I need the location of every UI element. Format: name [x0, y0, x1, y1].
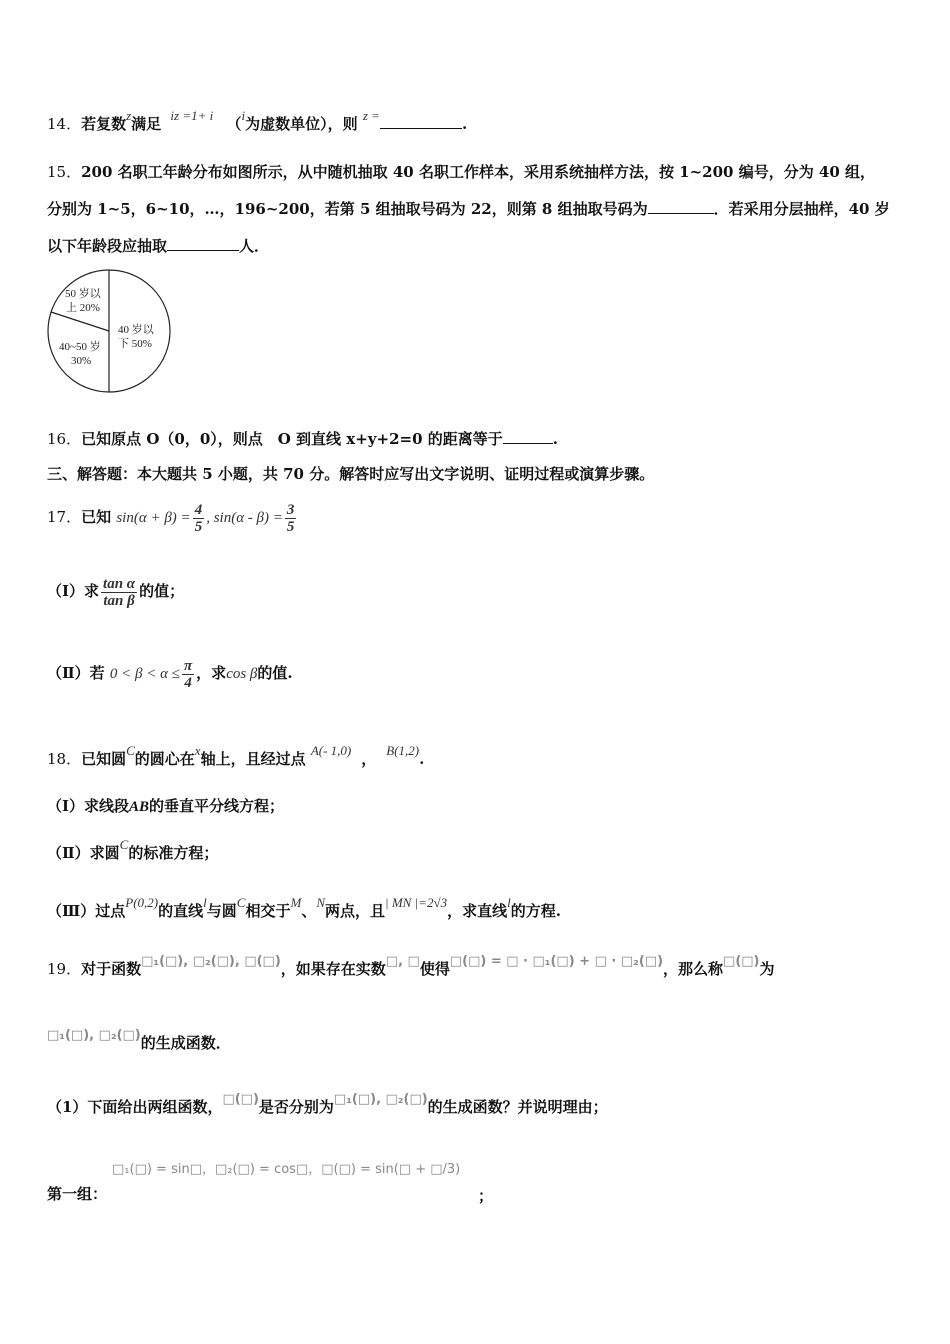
question-17-part-1: （Ⅰ）求 $\frac{\text{tan α}}{\text{tan β}}$ 的值；: [47, 575, 185, 609]
question-18-part-3: （Ⅲ）过点P(0,2)的直线l与圆C相交于M、N两点，且| MN |=2√3，求直线l的方程.: [47, 895, 561, 920]
question-15-line-1: 15．200 名职工年龄分布如图所示，从中随机抽取 40 名职工作样本，采用系统抽样方法，按 1~200 编号，分为 40 组，: [47, 163, 876, 181]
age-pie-chart: [44, 268, 176, 398]
question-number: 16．: [47, 430, 82, 448]
question-number: 18．: [47, 750, 82, 768]
question-18: 18．已知圆C的圆心在x轴上，且经过点 A(- 1,0) ， B(1,2).: [47, 743, 425, 768]
question-17-part-2: （Ⅱ）若 0 < β < α ≤ $\frac{\pi}{4}$ ，求cos β的值.: [47, 657, 293, 691]
question-18-part-1: （Ⅰ）求线段AB的垂直平分线方程；: [47, 797, 285, 815]
question-number: 15．: [47, 163, 82, 181]
question-16: 16．已知原点 O（0，0），则点 O 到直线 x+y+2=0 的距离等于 .: [47, 430, 558, 448]
question-number: 19．: [47, 960, 82, 978]
question-19-group-1-end: ；: [478, 1187, 494, 1205]
question-19-group-1-formula: □₁(□) = sin□，□₂(□) = cos□，□(□) = sin(□ + □/3): [112, 1162, 461, 1177]
question-19-line-2: □₁(□), □₂(□)的生成函数．: [47, 1028, 231, 1052]
slice-label-under-40: 40 岁以: [118, 324, 154, 336]
question-19-group-1: 第一组：: [47, 1185, 108, 1203]
slice-label-under-40-pct: 下 50%: [118, 338, 152, 350]
slice-label-50-plus-pct: 上 20%: [66, 302, 100, 314]
question-number: 17．: [47, 508, 82, 526]
question-15-line-3: 以下年龄段应抽取 人．: [47, 237, 270, 255]
question-14: 14．若复数z满足 iz =1+ i （i为虚数单位），则 z = .: [47, 108, 468, 133]
answer-blank[interactable]: [167, 236, 239, 251]
section-heading: 三、解答题：本大题共 5 小题，共 70 分。解答时应写出文字说明、证明过程或演算步骤。: [47, 465, 655, 483]
question-number: 14．: [47, 115, 82, 133]
answer-blank[interactable]: [648, 199, 714, 214]
question-19: 19．对于函数□₁(□), □₂(□), □(□)，如果存在实数□, □使得□(□) = □ · □₁(□) + □ · □₂(□)，那么称□(□)为: [47, 954, 775, 978]
slice-label-40-50: 40~50 岁: [59, 341, 101, 353]
question-17: 17．已知 sin(α + β) = $\frac{4}{5}$ , sin(α - β) = $\frac{3}{5}$: [47, 501, 295, 535]
question-15-line-2: 分别为 1~5，6~10，…，196~200，若第 5 组抽取号码为 22，则第 8 组抽取号码为 ．若采用分层抽样，40 岁: [47, 200, 890, 218]
answer-blank[interactable]: [503, 429, 553, 444]
slice-label-40-50-pct: 30%: [71, 355, 92, 367]
answer-blank[interactable]: [380, 114, 462, 129]
pie-slice-boundary: [51, 312, 109, 331]
question-19-part-1: （1）下面给出两组函数，□(□)是否分别为□₁(□), □₂(□)的生成函数？并说明理由；: [47, 1092, 608, 1116]
slice-label-50-plus: 50 岁以: [65, 288, 101, 300]
question-18-part-2: （Ⅱ）求圆C的标准方程；: [47, 837, 219, 862]
